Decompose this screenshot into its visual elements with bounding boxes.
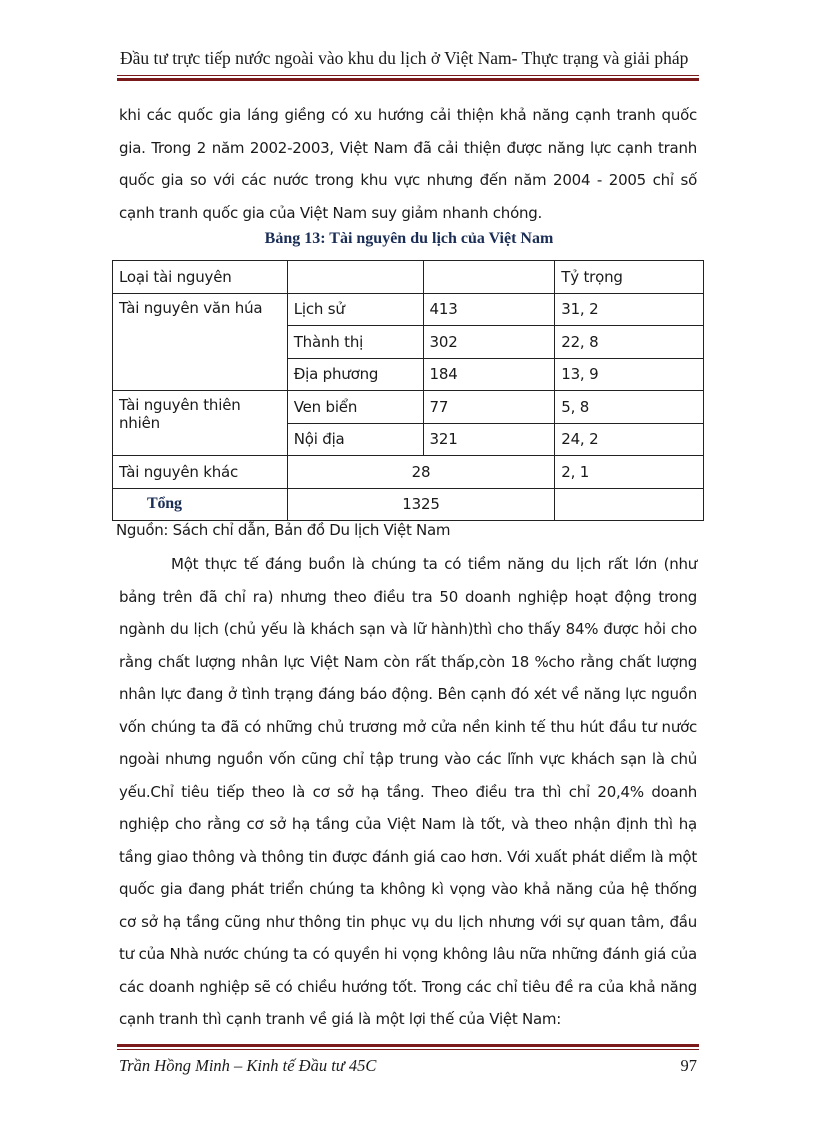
total-share: [555, 488, 704, 521]
body-paragraph: [119, 548, 697, 1036]
group-cell-other: Tài nguyên khác: [113, 456, 288, 489]
header-rule-thick: [117, 78, 699, 81]
share-cell: 13, 9: [555, 358, 704, 391]
body-paragraph-text: Một thực tế đáng buồn là chúng ta có tiềm năng du lịch rất lớn (như bảng trên đã chỉ ra) nhưng theo điều tra 50 doanh nghiệp hoạt động trong ngành du lịch (chủ yếu là khách sạn và lữ hành)thì cho thấy 84% được hỏi cho rằng chất lượng nhân lực Việt Nam còn rất thấp,còn 18 %cho rằng chất lượng nhân lực đang ở tình trạng đáng báo động. Bên cạnh đó xét về năng lực nguồn vốn chúng ta đã có những chủ trương mở cửa nền kinh tế thu hút đầu tư nước ngoài nhưng nguồn vốn cũng chỉ tập trung vào các lĩnh vực khách sạn là chủ yếu.Chỉ tiêu tiếp theo là cơ sở hạ tầng. Theo điều tra thì chỉ 20,4% doanh nghiệp cho rằng cơ sở hạ tầng của Việt Nam là tốt, và theo nhận định thì hạ tầng giao thông và thông tin được đánh giá cao hơn. Với xuất phát diểm là một quốc gia đang phát triển chúng ta không kì vọng vào khả năng của hệ thống cơ sở hạ tầng cũng như thông tin phục vụ du lịch nhưng với sự quan tâm, đầu tư của Nhà nước chúng ta có quyền hi vọng không lâu nữa những đánh giá của các doanh nghiệp sẽ có chiều hướng tốt. Trong các chỉ tiêu đề ra của khả năng cạnh tranh thì cạnh tranh về giá là một lợi thế của Việt Nam:: [119, 555, 697, 1028]
header-rule-thin: [117, 75, 699, 76]
total-count: 1325: [287, 488, 555, 521]
table-source-note: Nguồn: Sách chỉ dẫn, Bản đồ Du lịch Việt Nam: [116, 521, 451, 539]
tourism-resources-table: [112, 260, 704, 521]
subtype-cell: Địa phương: [287, 358, 423, 391]
footer-author: Trần Hồng Minh – Kinh tế Đầu tư 45C: [119, 1056, 377, 1075]
table-row: [113, 456, 704, 489]
count-cell: 302: [423, 326, 555, 359]
subtype-cell: Ven biển: [287, 391, 423, 424]
count-cell-other: 28: [287, 456, 555, 489]
share-cell: 31, 2: [555, 293, 704, 326]
table-row: [113, 391, 704, 424]
subtype-cell: Thành thị: [287, 326, 423, 359]
header-cell-resource-type: Loại tài nguyên: [113, 261, 288, 294]
intro-paragraph: khi các quốc gia láng giềng có xu hướng cải thiện khả năng cạnh tranh quốc gia. Trong 2 năm 2002-2003, Việt Nam đã cải thiện được năng lực cạnh tranh quốc gia so với các nước trong khu vực nhưng đến năm 2004 - 2005 chỉ số cạnh tranh quốc gia của Việt Nam suy giảm nhanh chóng.: [119, 106, 697, 222]
footer-rule-thick: [117, 1044, 699, 1047]
share-cell: 2, 1: [555, 456, 704, 489]
count-cell: 77: [423, 391, 555, 424]
share-cell: 24, 2: [555, 423, 704, 456]
table-caption: Bảng 13: Tài nguyên du lịch của Việt Nam: [264, 230, 554, 247]
subtype-cell: Nội địa: [287, 423, 423, 456]
running-header-title: Đầu tư trực tiếp nước ngoài vào khu du lịch ở Việt Nam- Thực trạng và giải pháp: [120, 48, 689, 68]
page-number: 97: [680, 1056, 697, 1075]
count-cell: 184: [423, 358, 555, 391]
table-row: [113, 293, 704, 326]
header-cell-share: Tỷ trọng: [555, 261, 704, 294]
group-cell-nature: Tài nguyên thiên nhiên: [113, 391, 288, 456]
header-cell-subtype: [287, 261, 423, 294]
table-total-row: [113, 488, 704, 521]
header-cell-count: [423, 261, 555, 294]
share-cell: 5, 8: [555, 391, 704, 424]
subtype-cell: Lịch sử: [287, 293, 423, 326]
count-cell: 413: [423, 293, 555, 326]
table-header-row: [113, 261, 704, 294]
count-cell: 321: [423, 423, 555, 456]
group-cell-culture: Tài nguyên văn húa: [113, 293, 288, 391]
share-cell: 22, 8: [555, 326, 704, 359]
total-label: Tổng: [113, 488, 288, 521]
footer-rule-thin: [117, 1049, 699, 1050]
